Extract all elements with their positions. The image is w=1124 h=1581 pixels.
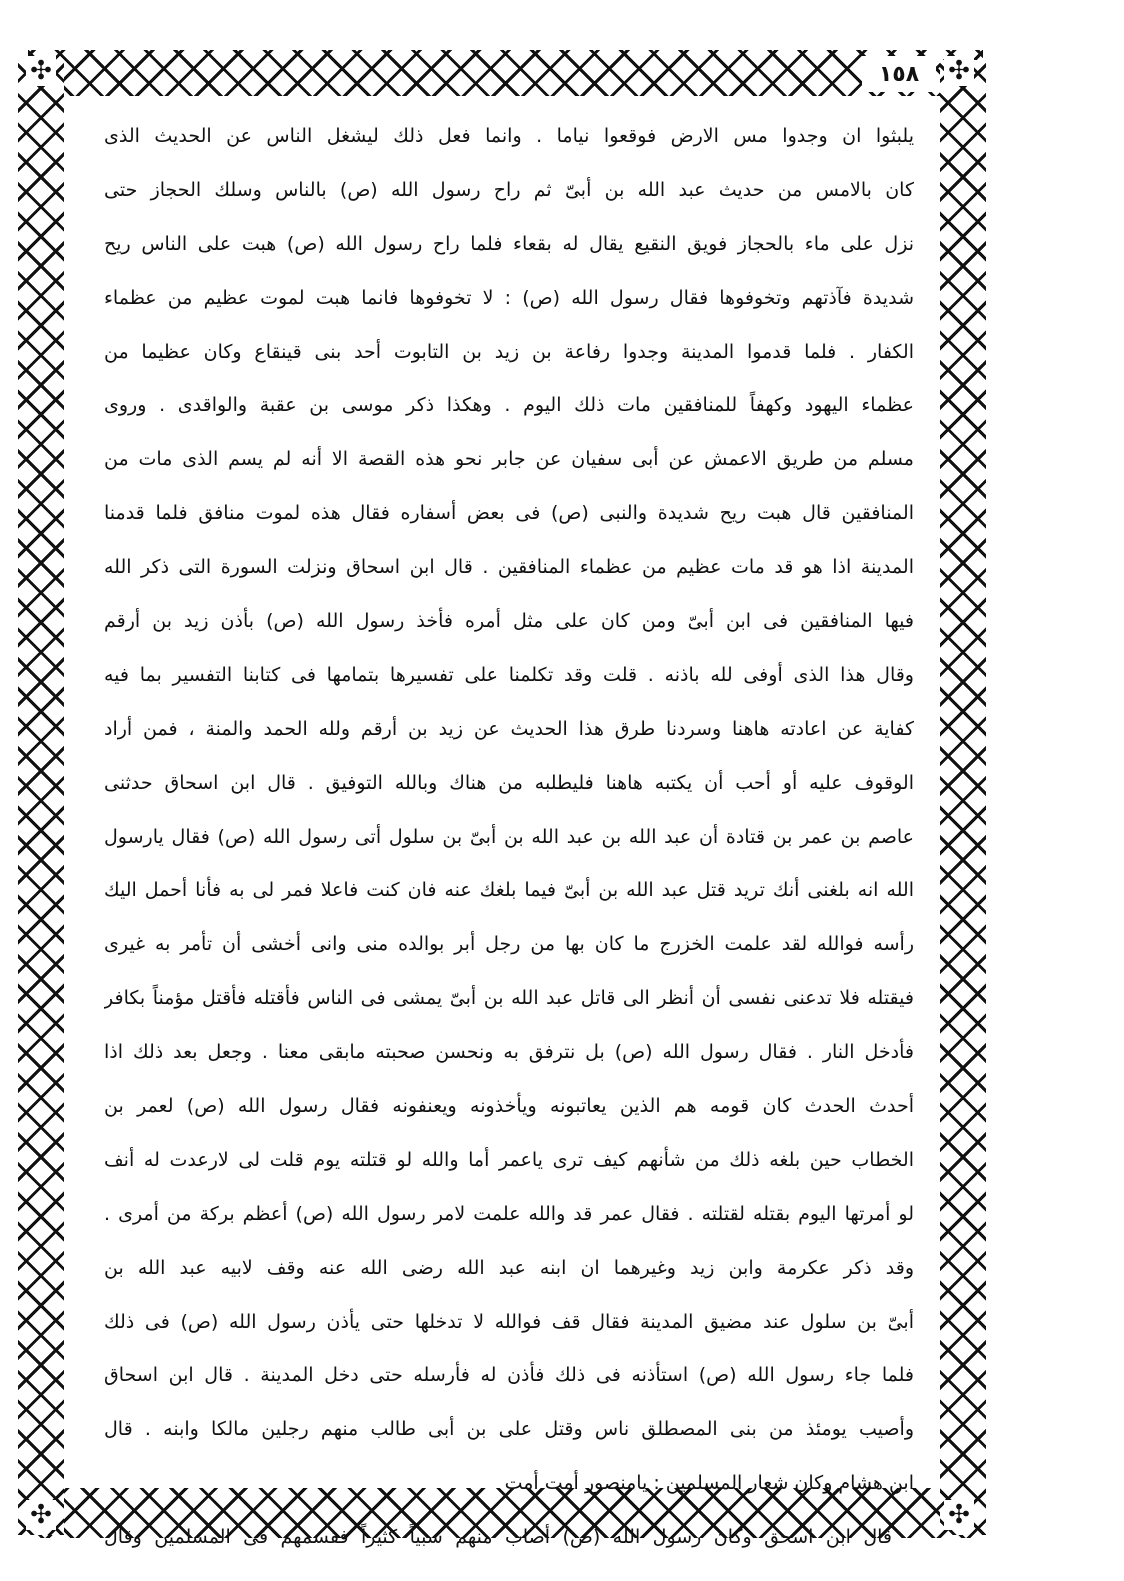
corner-ornament-icon: ✣ xyxy=(26,56,56,86)
text-line: أبىّ بن سلول عند مضيق المدينة فقال قف فوالله لا تدخلها حتى يأذن رسول الله (ص) فى ذلك xyxy=(104,1310,914,1333)
text-line: مسلم من طريق الاعمش عن أبى سفيان عن جابر نحو هذه القصة الا أنه لم يسم الذى مات من xyxy=(104,448,914,471)
corner-ornament-icon: ✣ xyxy=(944,1500,974,1530)
text-line: كفاية عن اعادته هاهنا وسردنا طرق هذا الحديث عن زيد بن أرقم ولله الحمد والمنة ، فمن أراد xyxy=(104,717,914,740)
text-line: فأدخل النار . فقال رسول الله (ص) بل نترفق به ونحسن صحبته مابقى معنا . وجعل بعد ذلك اذا xyxy=(104,1041,914,1064)
text-line: قال ابن اسحق وكان رسول الله (ص) أصاب منهم سبياً كثيراً فقسمهم فى المسلمين وقال xyxy=(104,1526,892,1549)
text-line: نزل على ماء بالحجاز فويق النقيع يقال له بقعاء فلما راح رسول الله (ص) هبت على الناس ريح xyxy=(104,232,914,255)
ornamental-border-top xyxy=(28,50,983,96)
body-text xyxy=(104,110,914,1549)
text-line: الخطاب حين بلغه ذلك من شأنهم كيف ترى ياعمر أما والله لو قتلته يوم قلت لى لارعدت له أنف xyxy=(104,1148,914,1171)
text-line: وأصيب يومئذ من بنى المصطلق ناس وقتل على بن أبى طالب منهم رجلين مالكا وابنه . قال xyxy=(104,1418,914,1441)
text-line: عظماء اليهود وكهفاً للمنافقين مات ذلك اليوم . وهكذا ذكر موسى بن عقبة والواقدى . وروى xyxy=(104,394,914,417)
text-line: ابن هشام وكان شعار المسلمين : يامنصور أمت أمت xyxy=(504,1472,914,1495)
ornamental-border-right xyxy=(940,60,986,1535)
page-number-container xyxy=(862,56,936,92)
corner-ornament-icon: ✣ xyxy=(26,1500,56,1530)
text-line: الوقوف عليه أو أحب أن يكتبه هاهنا فليطلبه من هناك وبالله التوفيق . قال ابن اسحاق حدثنى xyxy=(104,771,914,794)
corner-ornament-icon: ✣ xyxy=(944,56,974,86)
text-line: شديدة فآذتهم وتخوفوها فقال رسول الله (ص) : لا تخوفوها فانما هبت لموت عظيم من عظماء xyxy=(104,286,914,309)
text-line: فيقتله فلا تدعنى نفسى أن أنظر الى قاتل عبد الله بن أبىّ يمشى فى الناس فأقتله فأقتل مؤمناً بكافر xyxy=(104,987,914,1010)
text-line: رأسه فوالله لقد علمت الخزرج ما كان بها من رجل أبر بوالده منى وانى أخشى أن تأمر به غيرى xyxy=(104,933,914,956)
text-line: الكفار . فلما قدموا المدينة وجدوا رفاعة بن زيد بن التابوت أحد بنى قينقاع وكان عظيما من xyxy=(104,340,914,363)
text-line: فلما جاء رسول الله (ص) استأذنه فى ذلك فأذن له فأرسله حتى دخل المدينة . قال ابن اسحاق xyxy=(104,1364,914,1387)
text-line: وقال هذا الذى أوفى لله باذنه . قلت وقد تكلمنا على تفسيرها بتمامها فى كتابنا التفسير بما فيه xyxy=(104,663,914,686)
text-line: لو أمرتها اليوم بقتله لقتلته . فقال عمر قد والله علمت لامر رسول الله (ص) أعظم بركة من أمرى . xyxy=(104,1202,914,1225)
text-line: يلبثوا ان وجدوا مس الارض فوقعوا نياما . وانما فعل ذلك ليشغل الناس عن الحديث الذى xyxy=(104,125,914,147)
text-line: فيها المنافقين فى ابن أبىّ ومن كان على مثل أمره فأخذ رسول الله (ص) بأذن زيد بن أرقم xyxy=(104,610,914,633)
text-line: كان بالامس من حديث عبد الله بن أبىّ ثم راح رسول الله (ص) بالناس وسلك الحجاز حتى xyxy=(104,178,914,201)
text-line: أحدث الحدث كان قومه هم الذين يعاتبونه ويأخذونه ويعنفونه فقال رسول الله (ص) لعمر بن xyxy=(104,1095,914,1118)
text-line: المدينة اذا هو قد مات عظيم من عظماء المنافقين . قال ابن اسحاق ونزلت السورة التى ذكر الله xyxy=(104,556,914,579)
page-number: ١٥٨ xyxy=(878,61,920,87)
text-line: الله انه بلغنى أنك تريد قتل عبد الله بن أبىّ فيما بلغك عنه فان كنت فاعلا فمر لى به فأنا أحمل اليك xyxy=(104,879,914,902)
text-line: المنافقين قال هبت ريح شديدة والنبى (ص) فى بعض أسفاره فقال هذه لموت منافق فلما قدمنا xyxy=(104,502,914,525)
text-line: وقد ذكر عكرمة وابن زيد وغيرهما ان ابنه عبد الله رضى الله عنه وقف لابيه عبد الله بن xyxy=(104,1256,914,1279)
ornamental-border-left xyxy=(18,60,64,1535)
text-line: عاصم بن عمر بن قتادة أن عبد الله بن عبد الله بن أبىّ بن سلول أتى رسول الله (ص) فقال يارسول xyxy=(104,825,914,848)
